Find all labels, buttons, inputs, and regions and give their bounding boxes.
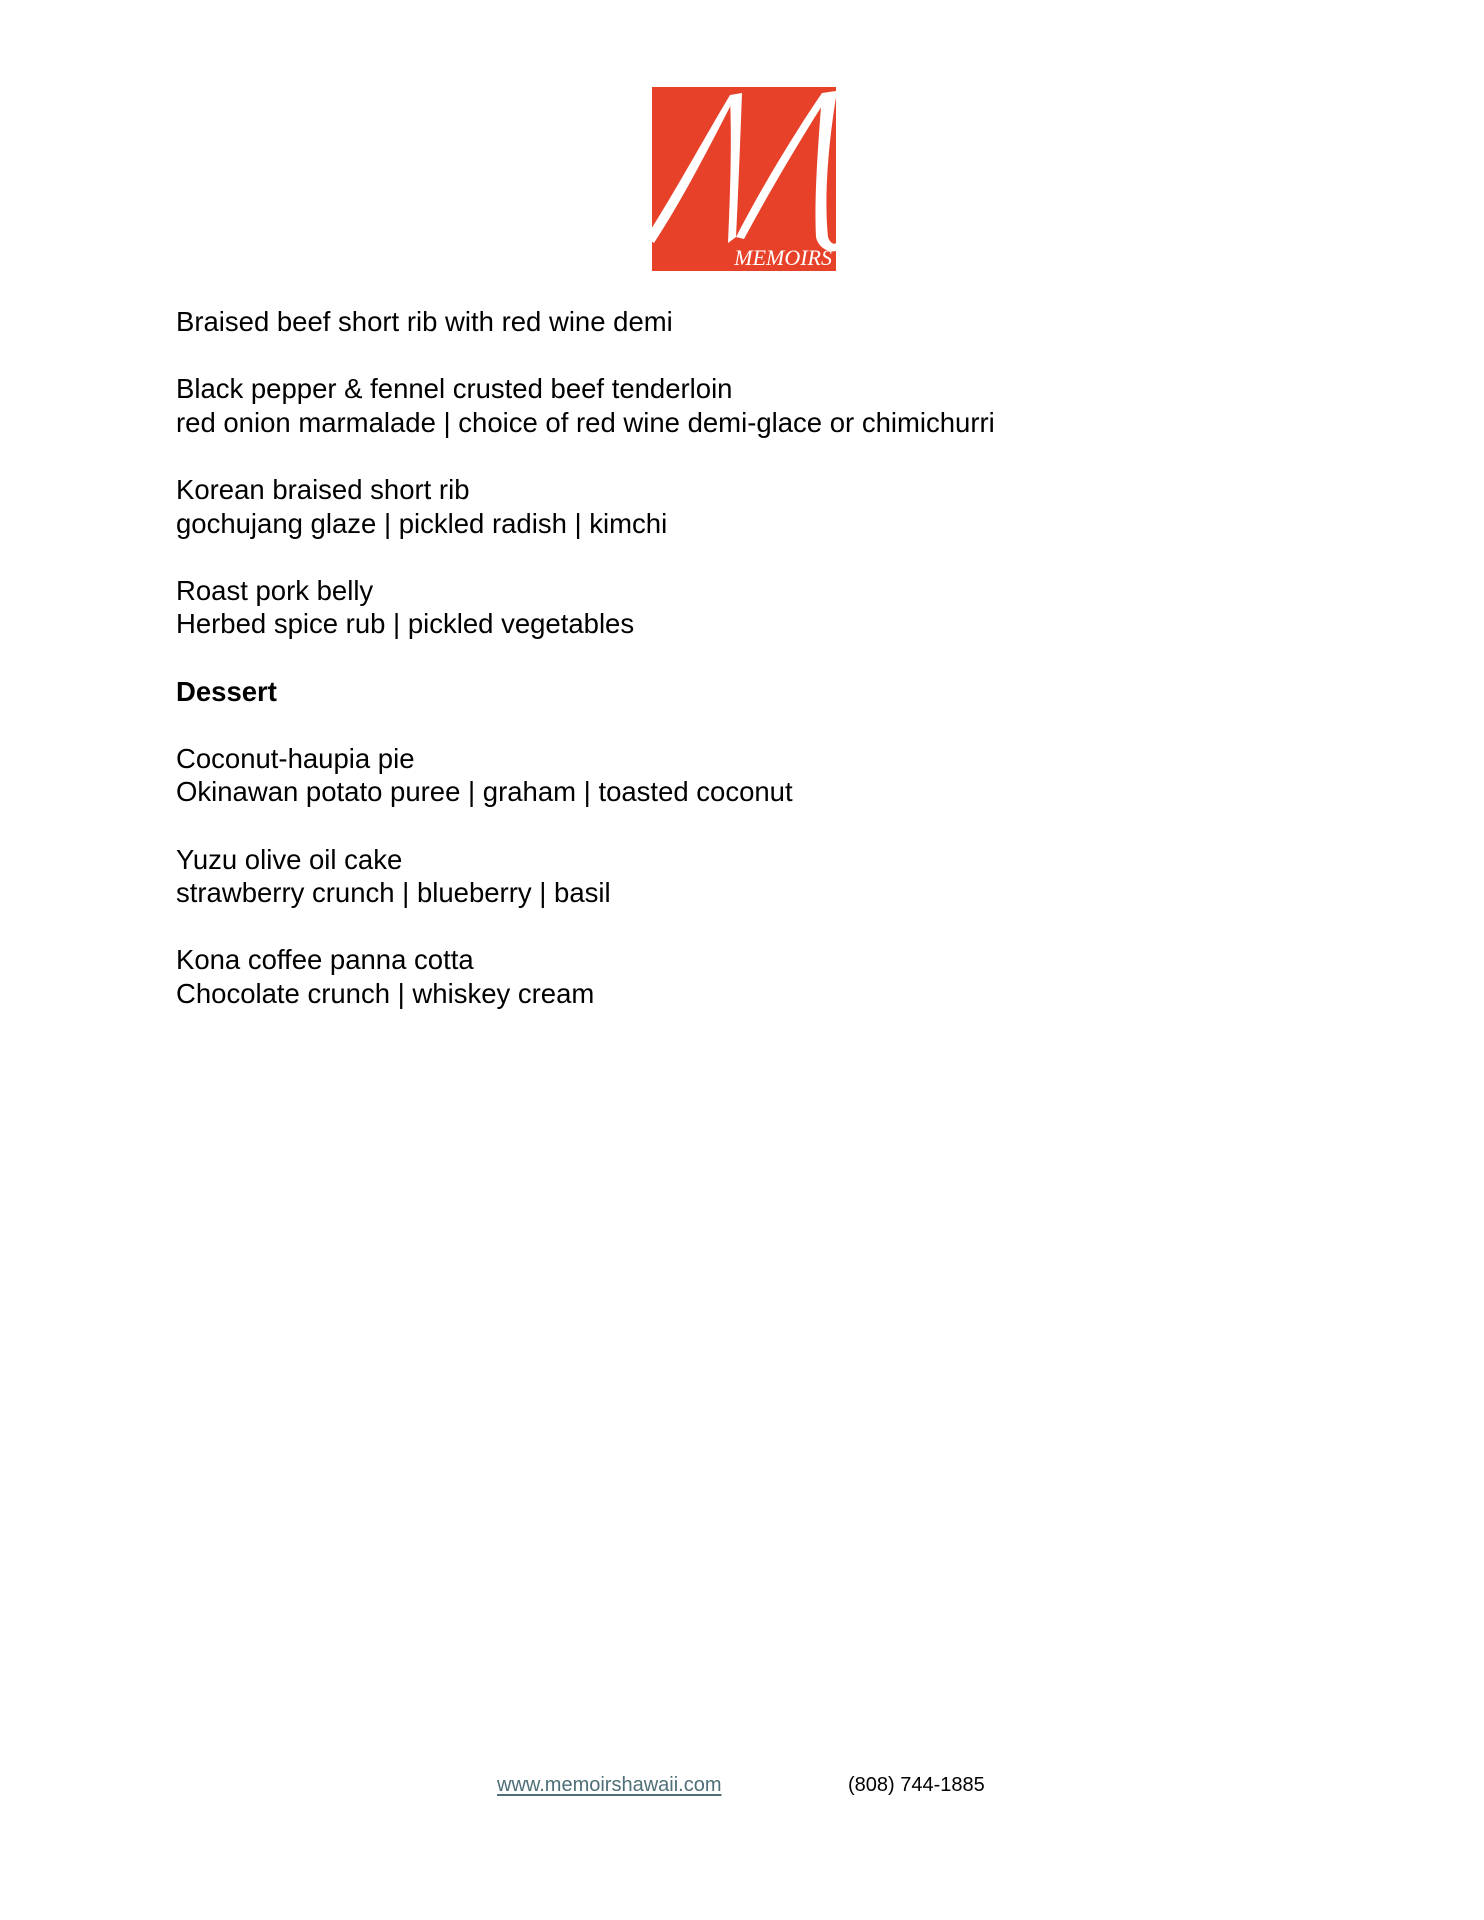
spacer xyxy=(176,339,1326,373)
spacer xyxy=(176,439,1326,473)
menu-item-description: red onion marmalade | choice of red wine demi-glace or chimichurri xyxy=(176,406,995,438)
logo-wordmark: MEMOIRS xyxy=(734,245,832,270)
spacer xyxy=(176,910,1326,944)
menu-item-description: Herbed spice rub | pickled vegetables xyxy=(176,608,635,640)
footer xyxy=(0,1774,1484,1804)
menu-item-name: Braised beef short rib with red wine demi xyxy=(176,306,673,337)
spacer xyxy=(176,708,1326,742)
spacer xyxy=(176,641,1326,675)
menu-item-name: Coconut-haupia pie xyxy=(176,742,415,774)
website-link[interactable]: www.memoirshawaii.com xyxy=(497,1774,722,1796)
spacer xyxy=(176,809,1326,843)
menu-item-description: Okinawan potato puree | graham | toasted coconut xyxy=(176,776,793,808)
menu-item-description: Chocolate crunch | whiskey cream xyxy=(176,977,595,1009)
dessert-heading: Dessert xyxy=(176,675,277,707)
spacer xyxy=(176,540,1326,574)
phone-number: (808) 744-1885 xyxy=(848,1774,985,1796)
menu-item-name: Korean braised short rib xyxy=(176,473,470,505)
memoirs-logo-icon xyxy=(652,87,836,271)
menu-item-name: Black pepper & fennel crusted beef tenderloin xyxy=(176,373,733,405)
menu-item-description: strawberry crunch | blueberry | basil xyxy=(176,877,611,909)
menu-item-description: gochujang glaze | pickled radish | kimchi xyxy=(176,507,668,539)
menu-item-name: Yuzu olive oil cake xyxy=(176,843,403,875)
menu-content xyxy=(176,305,1326,1010)
menu-item-name: Roast pork belly xyxy=(176,574,374,606)
memoirs-logo xyxy=(652,87,836,271)
menu-item-name: Kona coffee panna cotta xyxy=(176,944,474,976)
